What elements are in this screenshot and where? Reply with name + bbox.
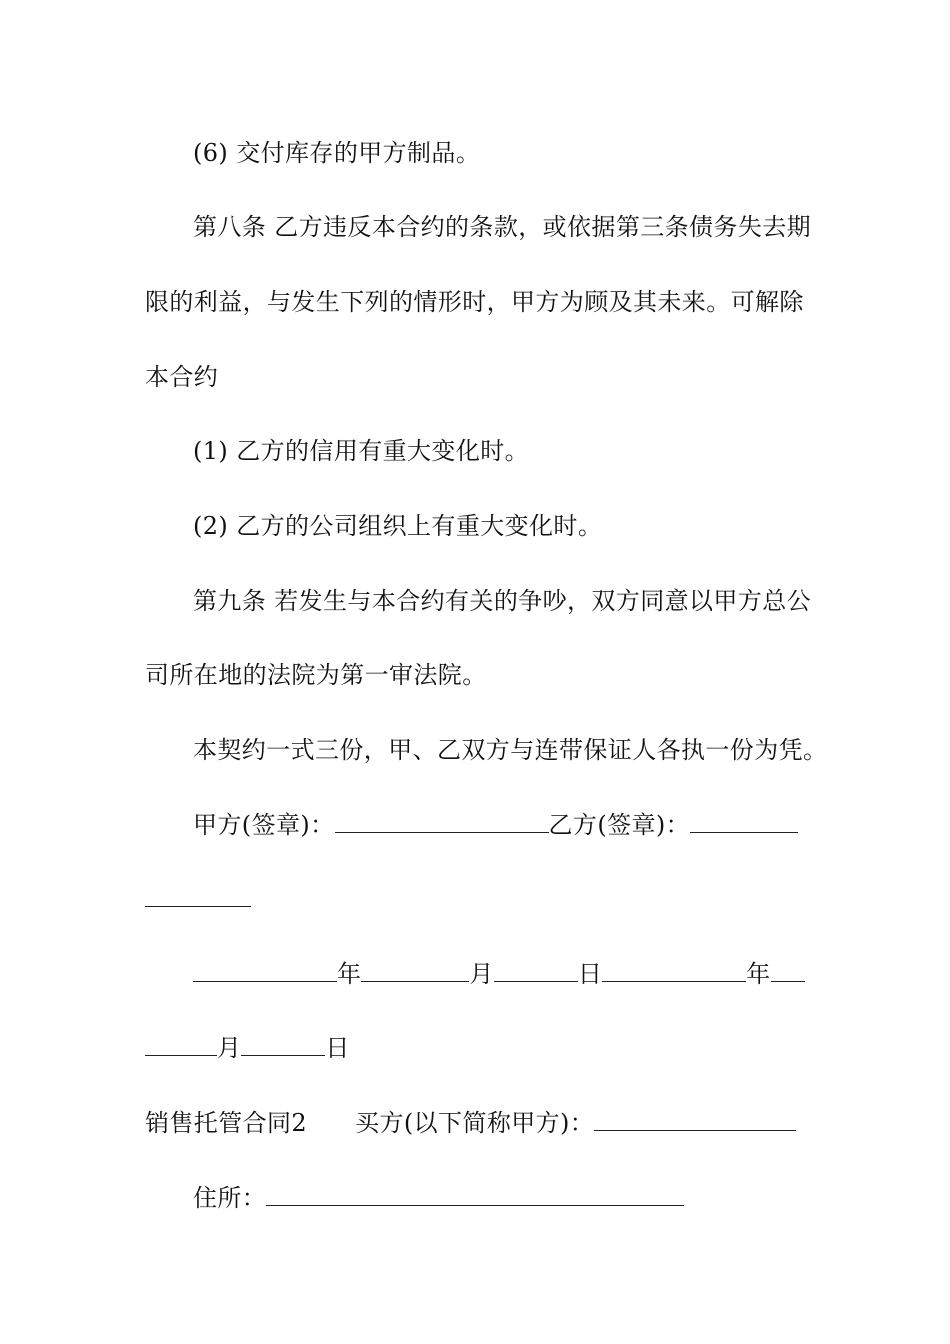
party-b-signature-blank[interactable] — [690, 812, 798, 833]
article-8-line-1: 第八条 乙方违反本合约的条款，或依据第三条债务失去期 — [193, 213, 812, 241]
article-8-line-3: 本合约 — [145, 363, 219, 391]
party-b-year-blank[interactable] — [602, 961, 746, 982]
date-line — [193, 958, 805, 990]
party-b-day-blank[interactable] — [241, 1035, 325, 1056]
signature-line — [193, 809, 798, 841]
day-label: 日 — [577, 960, 603, 988]
clause-item-2: (2) 乙方的公司组织上有重大变化时。 — [193, 512, 603, 540]
article-8-line-2: 限的利益，与发生下列的情形时，甲方为顾及其未来。可解除 — [145, 288, 804, 316]
contract-title: 销售托管合同2 — [145, 1109, 308, 1137]
clause-item-6: (6) 交付库存的甲方制品。 — [193, 139, 481, 167]
signature-line-continued — [145, 883, 251, 915]
copies-statement: 本契约一式三份，甲、乙双方与连带保证人各执一份为凭。 — [193, 736, 828, 764]
year-label: 年 — [746, 960, 771, 988]
date-line-continued — [145, 1032, 350, 1064]
party-a-day-blank[interactable] — [494, 961, 578, 982]
address-blank[interactable] — [266, 1185, 684, 1206]
address-label: 住所： — [193, 1184, 267, 1212]
party-b-month-blank[interactable] — [771, 961, 805, 982]
party-b-signature-label: 乙方(签章)： — [548, 811, 691, 839]
address-line — [193, 1182, 684, 1214]
clause-item-1: (1) 乙方的信用有重大变化时。 — [193, 437, 530, 465]
year-label: 年 — [337, 960, 362, 988]
day-label: 日 — [325, 1034, 350, 1062]
party-a-month-blank[interactable] — [361, 961, 469, 982]
party-b-month-blank-continued[interactable] — [145, 1035, 217, 1056]
month-label: 月 — [469, 960, 494, 988]
next-contract-header — [145, 1107, 796, 1139]
article-9-line-1: 第九条 若发生与本合约有关的争吵，双方同意以甲方总公 — [193, 587, 812, 615]
party-a-signature-blank[interactable] — [335, 812, 549, 833]
party-a-year-blank[interactable] — [193, 961, 337, 982]
party-a-signature-label: 甲方(签章)： — [193, 811, 335, 839]
article-9-line-2: 司所在地的法院为第一审法院。 — [145, 661, 487, 689]
buyer-label: 买方(以下简称甲方)： — [355, 1109, 595, 1137]
month-label: 月 — [217, 1034, 242, 1062]
buyer-name-blank[interactable] — [594, 1110, 796, 1131]
party-b-signature-blank-continued[interactable] — [145, 886, 251, 907]
